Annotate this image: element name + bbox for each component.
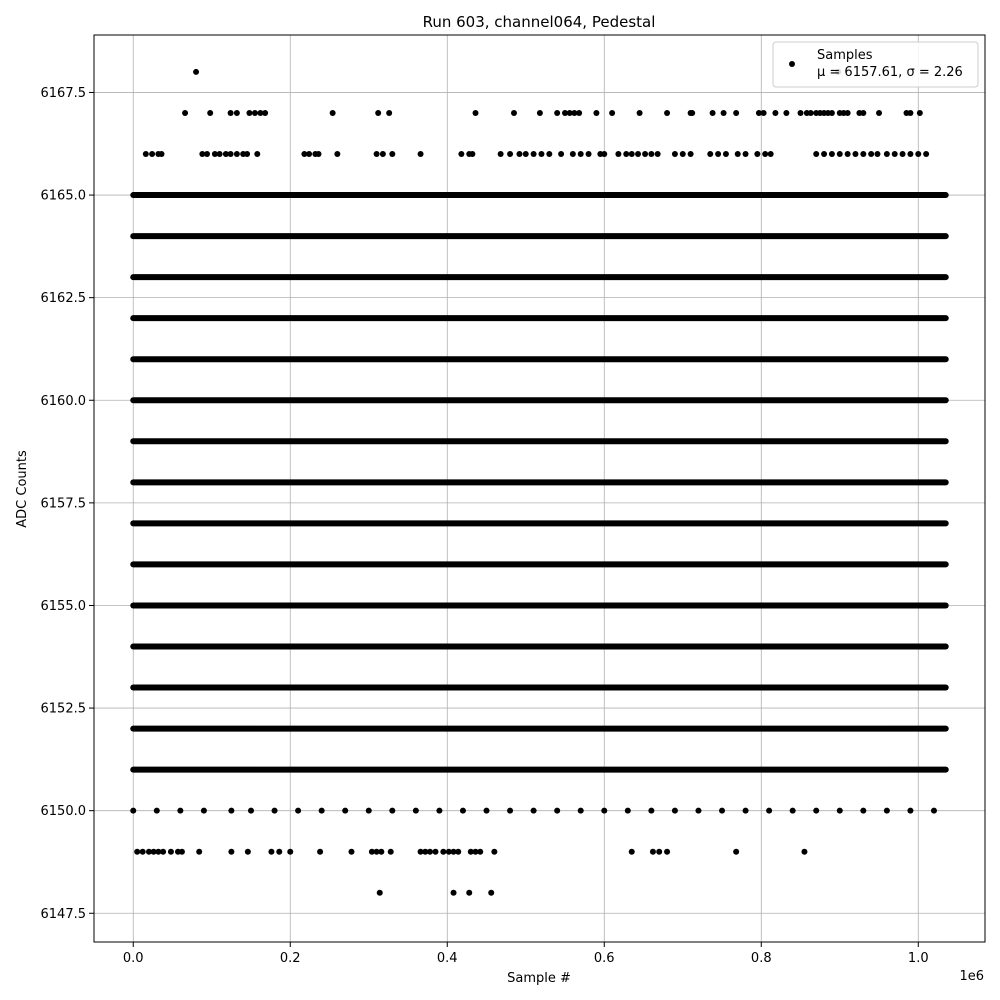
sample-point [272,808,278,814]
sample-point [168,849,174,855]
sample-point [829,110,835,116]
sample-point [316,151,322,157]
sample-point [664,849,670,855]
sample-point [917,110,923,116]
sample-point [813,808,819,814]
sample-point [234,151,240,157]
sample-point [689,110,695,116]
x-axis-label: Sample # [507,971,571,986]
sample-point [923,151,929,157]
sample-point [743,808,749,814]
sample-point [477,849,483,855]
y-tick-label: 6165.0 [40,188,86,204]
sample-point [217,151,223,157]
y-axis-label: ADC Counts [15,450,30,528]
sample-point [143,151,149,157]
sample-point [719,808,725,814]
sample-point [672,808,678,814]
sample-point [427,849,433,855]
sample-point [246,110,252,116]
sample-point [234,110,240,116]
sample-point [648,151,654,157]
sample-point [576,110,582,116]
sample-point [721,110,727,116]
sample-point [451,890,457,896]
sample-point [874,151,880,157]
sample-point [248,808,254,814]
sample-point [845,151,851,157]
sample-point [377,890,383,896]
sample-point [783,110,789,116]
sample-point [252,110,258,116]
sample-point [516,151,522,157]
sample-point [554,808,560,814]
sample-point [498,151,504,157]
sample-point [578,808,584,814]
sample-point [884,151,890,157]
sample-point [276,849,282,855]
sample-point [900,151,906,157]
y-tick-label: 6160.0 [40,393,86,409]
sample-point [650,849,656,855]
sample-point [207,110,213,116]
sample-point [762,151,768,157]
sample-point [648,808,654,814]
sample-point [723,151,729,157]
sample-point [554,110,560,116]
sample-point [635,151,641,157]
sample-point [868,151,874,157]
sample-point [715,151,721,157]
y-axis-ticks [41,86,95,922]
sample-point [601,151,607,157]
sample-point [733,849,739,855]
sample-point [884,808,890,814]
x-tick-label: 0.0 [122,951,144,966]
sample-point [432,849,438,855]
sample-point [149,151,155,157]
sample-point [821,151,827,157]
sample-point [733,110,739,116]
sample-point [538,151,544,157]
sample-point [262,110,268,116]
sample-point [735,151,741,157]
sample-point [317,849,323,855]
x-tick-label: 0.8 [750,951,772,966]
sample-point [695,808,701,814]
sample-point [201,808,207,814]
x-tick-label: 0.2 [279,951,301,966]
sample-point [625,808,631,814]
x-tick-label: 0.4 [436,951,458,966]
sample-point [688,151,694,157]
sample-point [907,151,913,157]
sample-point [334,151,340,157]
sample-point [330,110,336,116]
sample-point [601,808,607,814]
sample-point [813,151,819,157]
sample-point [507,151,513,157]
sample-point [531,808,537,814]
sample-point [319,808,325,814]
sample-point [374,151,380,157]
sample-point [876,110,882,116]
sample-point [177,808,183,814]
sample-point [523,151,529,157]
legend-marker [789,61,795,67]
sample-point [537,110,543,116]
y-tick-label: 6152.5 [40,701,86,717]
sample-point [766,808,772,814]
sample-point [593,110,599,116]
sample-point [546,151,552,157]
sample-point [558,151,564,157]
y-tick-label: 6157.5 [40,496,86,512]
sample-point [179,849,185,855]
sample-point [418,151,424,157]
sample-point [378,849,384,855]
sample-point [860,110,866,116]
sample-point [134,849,140,855]
sample-point [375,110,381,116]
sample-point [615,151,621,157]
sample-point [306,151,312,157]
sample-point [380,151,386,157]
chart-title: Run 603, channel064, Pedestal [422,13,656,31]
sample-point [655,151,661,157]
sample-point [586,151,592,157]
sample-point [609,110,615,116]
sample-point [130,808,136,814]
sample-point [182,110,188,116]
sample-point [892,151,898,157]
sample-point [160,849,166,855]
sample-point [837,151,843,157]
sample-point [570,151,576,157]
sample-point [389,151,395,157]
sample-point [656,849,662,855]
sample-point [808,110,814,116]
sample-point [491,849,497,855]
y-tick-label: 6155.0 [40,598,86,614]
sample-point [707,151,713,157]
sample-point [629,849,635,855]
sample-point [829,151,835,157]
x-tick-label: 1.0 [907,951,929,966]
sample-point [196,849,202,855]
sample-point [772,110,778,116]
sample-point [342,808,348,814]
sample-point [623,151,629,157]
sample-point [860,151,866,157]
sample-point [386,110,392,116]
sample-point [204,151,210,157]
sample-point [268,849,274,855]
sample-point [845,110,851,116]
sample-point [245,849,251,855]
sample-point [710,110,716,116]
sample-point [193,69,199,75]
sample-point [754,151,760,157]
sample-point [852,151,858,157]
legend-stat-text: μ = 6157.61, σ = 2.26 [817,65,963,80]
plot-frame [94,35,985,942]
sample-point [768,151,774,157]
sample-point [484,808,490,814]
sample-point [488,890,494,896]
sample-point [228,110,234,116]
sample-point [672,151,678,157]
sample-point [469,151,475,157]
sample-point [860,808,866,814]
sample-point [907,808,913,814]
sample-point [680,151,686,157]
sample-point [455,849,461,855]
sample-point [389,808,395,814]
y-tick-label: 6150.0 [40,804,86,820]
sample-point [473,110,479,116]
sample-point [801,849,807,855]
data-points [130,69,945,896]
sample-point [460,808,466,814]
sample-point [154,808,160,814]
sample-point [931,808,937,814]
sample-point [837,808,843,814]
sample-point [915,151,921,157]
sample-point [507,808,513,814]
sample-point [798,110,804,116]
sample-point [466,890,472,896]
sample-point [140,849,146,855]
sample-point [790,808,796,814]
x-axis-ticks [123,942,929,966]
sample-point [348,849,354,855]
sample-point [743,151,749,157]
sample-point [761,110,767,116]
sample-point [629,151,635,157]
legend-series-name: Samples [817,48,873,63]
sample-point [531,151,537,157]
legend [773,42,978,87]
sample-point [366,808,372,814]
sample-point [228,808,234,814]
sample-point [244,151,250,157]
grid-lines [94,35,985,942]
sample-point [228,151,234,157]
y-tick-label: 6162.5 [40,291,86,307]
x-tick-label: 0.6 [593,951,615,966]
sample-point [637,110,643,116]
sample-point [578,151,584,157]
sample-point [287,849,293,855]
sample-point [159,151,165,157]
sample-point [254,151,260,157]
sample-point [907,110,913,116]
sample-point [642,151,648,157]
sample-point [413,808,419,814]
sample-point [228,849,234,855]
sample-point [388,849,394,855]
sample-point [440,849,446,855]
sample-point [436,808,442,814]
y-tick-label: 6167.5 [40,85,86,101]
y-tick-label: 6147.5 [40,906,86,922]
sample-point [511,110,517,116]
sample-point [295,808,301,814]
x-axis-offset-label: 1e6 [959,969,984,984]
sample-point [458,151,464,157]
sample-point [664,110,670,116]
